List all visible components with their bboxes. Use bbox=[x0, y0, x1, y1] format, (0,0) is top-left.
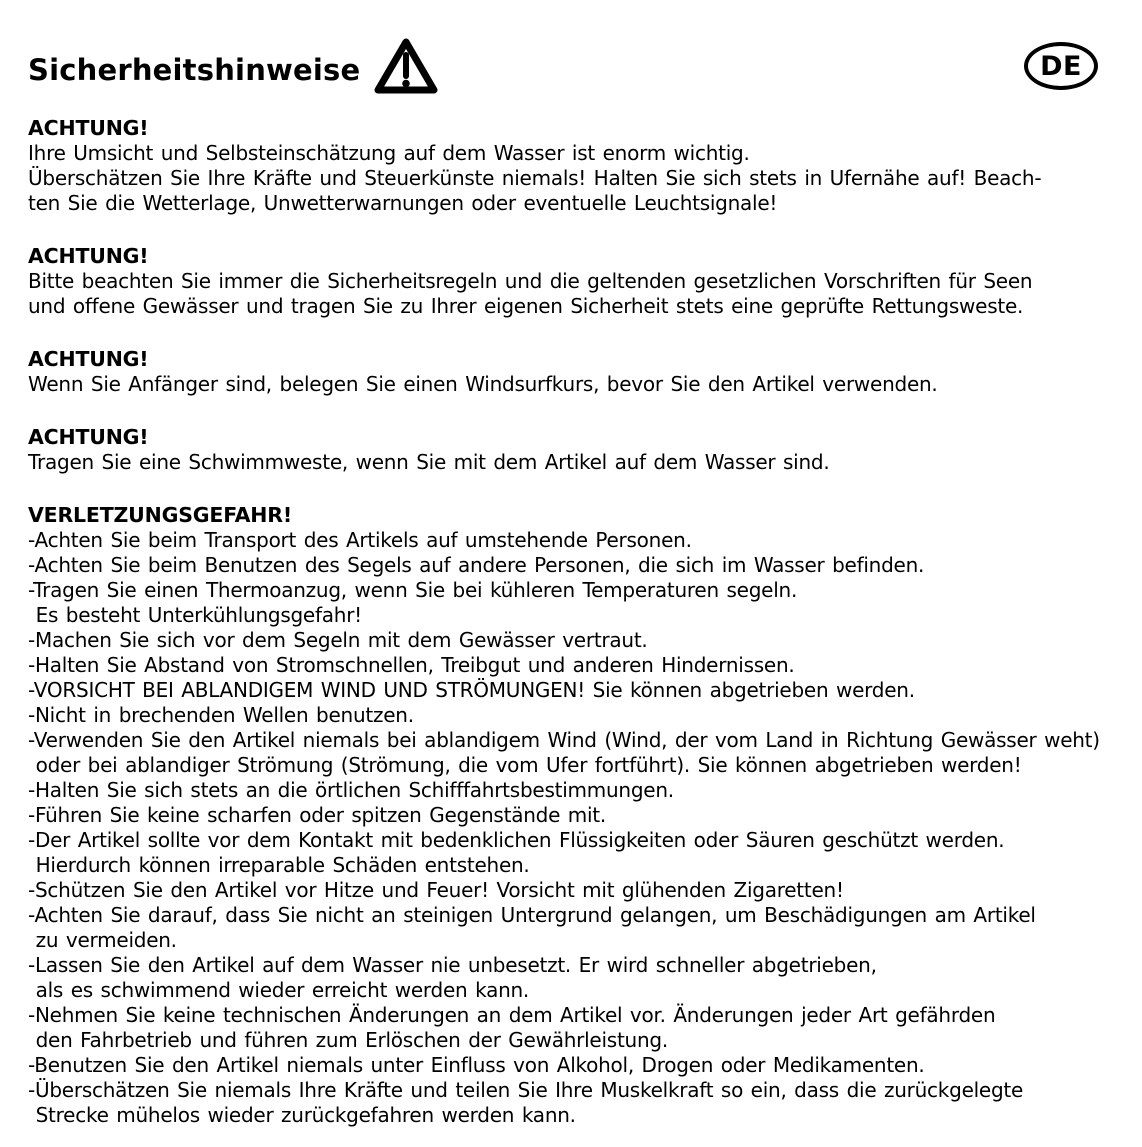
text-line: -Der Artikel sollte vor dem Kontakt mit bedenklichen Flüssigkeiten oder Säuren geschützt werden. bbox=[28, 828, 1005, 852]
text-line: zu vermeiden. bbox=[28, 928, 177, 952]
text-line: ten Sie die Wetterlage, Unwetterwarnungen oder eventuelle Leuchtsignale! bbox=[28, 191, 778, 215]
text-line: -Lassen Sie den Artikel auf dem Wasser nie unbesetzt. Er wird schneller abgetrieben, bbox=[28, 953, 877, 977]
text-line: -Achten Sie darauf, dass Sie nicht an steinigen Untergrund gelangen, um Beschädigungen am Artikel bbox=[28, 903, 1036, 927]
text-line: -Führen Sie keine scharfen oder spitzen Gegenstände mit. bbox=[28, 803, 606, 827]
section-achtung-1 bbox=[28, 116, 1126, 216]
section-body bbox=[28, 528, 1126, 1128]
text-line: Überschätzen Sie Ihre Kräfte und Steuerkünste niemals! Halten Sie sich stets in Ufernähe auf! Beach- bbox=[28, 166, 1042, 190]
warning-triangle-icon bbox=[372, 36, 440, 98]
text-line: als es schwimmend wieder erreicht werden kann. bbox=[28, 978, 530, 1002]
text-line: -Schützen Sie den Artikel vor Hitze und Feuer! Vorsicht mit glühenden Zigaretten! bbox=[28, 878, 844, 902]
section-body bbox=[28, 450, 1126, 475]
page-header bbox=[28, 38, 1126, 102]
text-line: -Tragen Sie einen Thermoanzug, wenn Sie bei kühleren Temperaturen segeln. bbox=[28, 578, 798, 602]
text-line: -Achten Sie beim Transport des Artikels auf umstehende Personen. bbox=[28, 528, 692, 552]
page-title: Sicherheitshinweise bbox=[28, 53, 361, 87]
text-line: -Nicht in brechenden Wellen benutzen. bbox=[28, 703, 414, 727]
section-body bbox=[28, 141, 1126, 216]
text-line: -Benutzen Sie den Artikel niemals unter Einfluss von Alkohol, Drogen oder Medikamenten. bbox=[28, 1053, 925, 1077]
text-line: Wenn Sie Anfänger sind, belegen Sie einen Windsurfkurs, bevor Sie den Artikel verwenden. bbox=[28, 372, 938, 396]
section-body bbox=[28, 269, 1126, 319]
section-heading: ACHTUNG! bbox=[28, 347, 149, 371]
text-line: Bitte beachten Sie immer die Sicherheitsregeln und die geltenden gesetzlichen Vorschriften für Seen bbox=[28, 269, 1033, 293]
section-heading: ACHTUNG! bbox=[28, 116, 149, 140]
text-line: -VORSICHT BEI ABLANDIGEM WIND UND STRÖMUNGEN! Sie können abgetrieben werden. bbox=[28, 678, 915, 702]
text-line: -Nehmen Sie keine technischen Änderungen an dem Artikel vor. Änderungen jeder Art gefährden bbox=[28, 1003, 996, 1027]
text-line: Es besteht Unterkühlungsgefahr! bbox=[28, 603, 362, 627]
section-heading: ACHTUNG! bbox=[28, 425, 149, 449]
section-achtung-2 bbox=[28, 244, 1126, 319]
text-line: -Überschätzen Sie niemals Ihre Kräfte und teilen Sie Ihre Muskelkraft so ein, dass die zurückgelegte bbox=[28, 1078, 1024, 1102]
text-line: -Machen Sie sich vor dem Segeln mit dem Gewässer vertraut. bbox=[28, 628, 648, 652]
text-line: den Fahrbetrieb und führen zum Erlöschen der Gewährleistung. bbox=[28, 1028, 668, 1052]
text-line: -Halten Sie Abstand von Stromschnellen, Treibgut und anderen Hindernissen. bbox=[28, 653, 795, 677]
text-line: oder bei ablandiger Strömung (Strömung, die vom Ufer fortführt). Sie können abgetrieben werden! bbox=[28, 753, 1022, 777]
section-achtung-3 bbox=[28, 347, 1126, 397]
text-line: Tragen Sie eine Schwimmweste, wenn Sie mit dem Artikel auf dem Wasser sind. bbox=[28, 450, 830, 474]
language-badge-de: DE bbox=[1024, 42, 1098, 90]
section-achtung-4 bbox=[28, 425, 1126, 475]
text-line: Hierdurch können irreparable Schäden entstehen. bbox=[28, 853, 530, 877]
text-line: und offene Gewässer und tragen Sie zu Ihrer eigenen Sicherheit stets eine geprüfte Rettungsweste. bbox=[28, 294, 1024, 318]
text-line: Strecke mühelos wieder zurückgefahren werden kann. bbox=[28, 1103, 576, 1127]
text-line: -Halten Sie sich stets an die örtlichen Schifffahrtsbestimmungen. bbox=[28, 778, 674, 802]
text-line: Ihre Umsicht und Selbsteinschätzung auf dem Wasser ist enorm wichtig. bbox=[28, 141, 750, 165]
section-heading: VERLETZUNGSGEFAHR! bbox=[28, 503, 293, 527]
text-line: -Achten Sie beim Benutzen des Segels auf andere Personen, die sich im Wasser befinden. bbox=[28, 553, 925, 577]
section-heading: ACHTUNG! bbox=[28, 244, 149, 268]
section-verletzungsgefahr bbox=[28, 503, 1126, 1128]
section-body bbox=[28, 372, 1126, 397]
text-line: -Verwenden Sie den Artikel niemals bei ablandigem Wind (Wind, der vom Land in Richtung Gewässer weht) bbox=[28, 728, 1100, 752]
